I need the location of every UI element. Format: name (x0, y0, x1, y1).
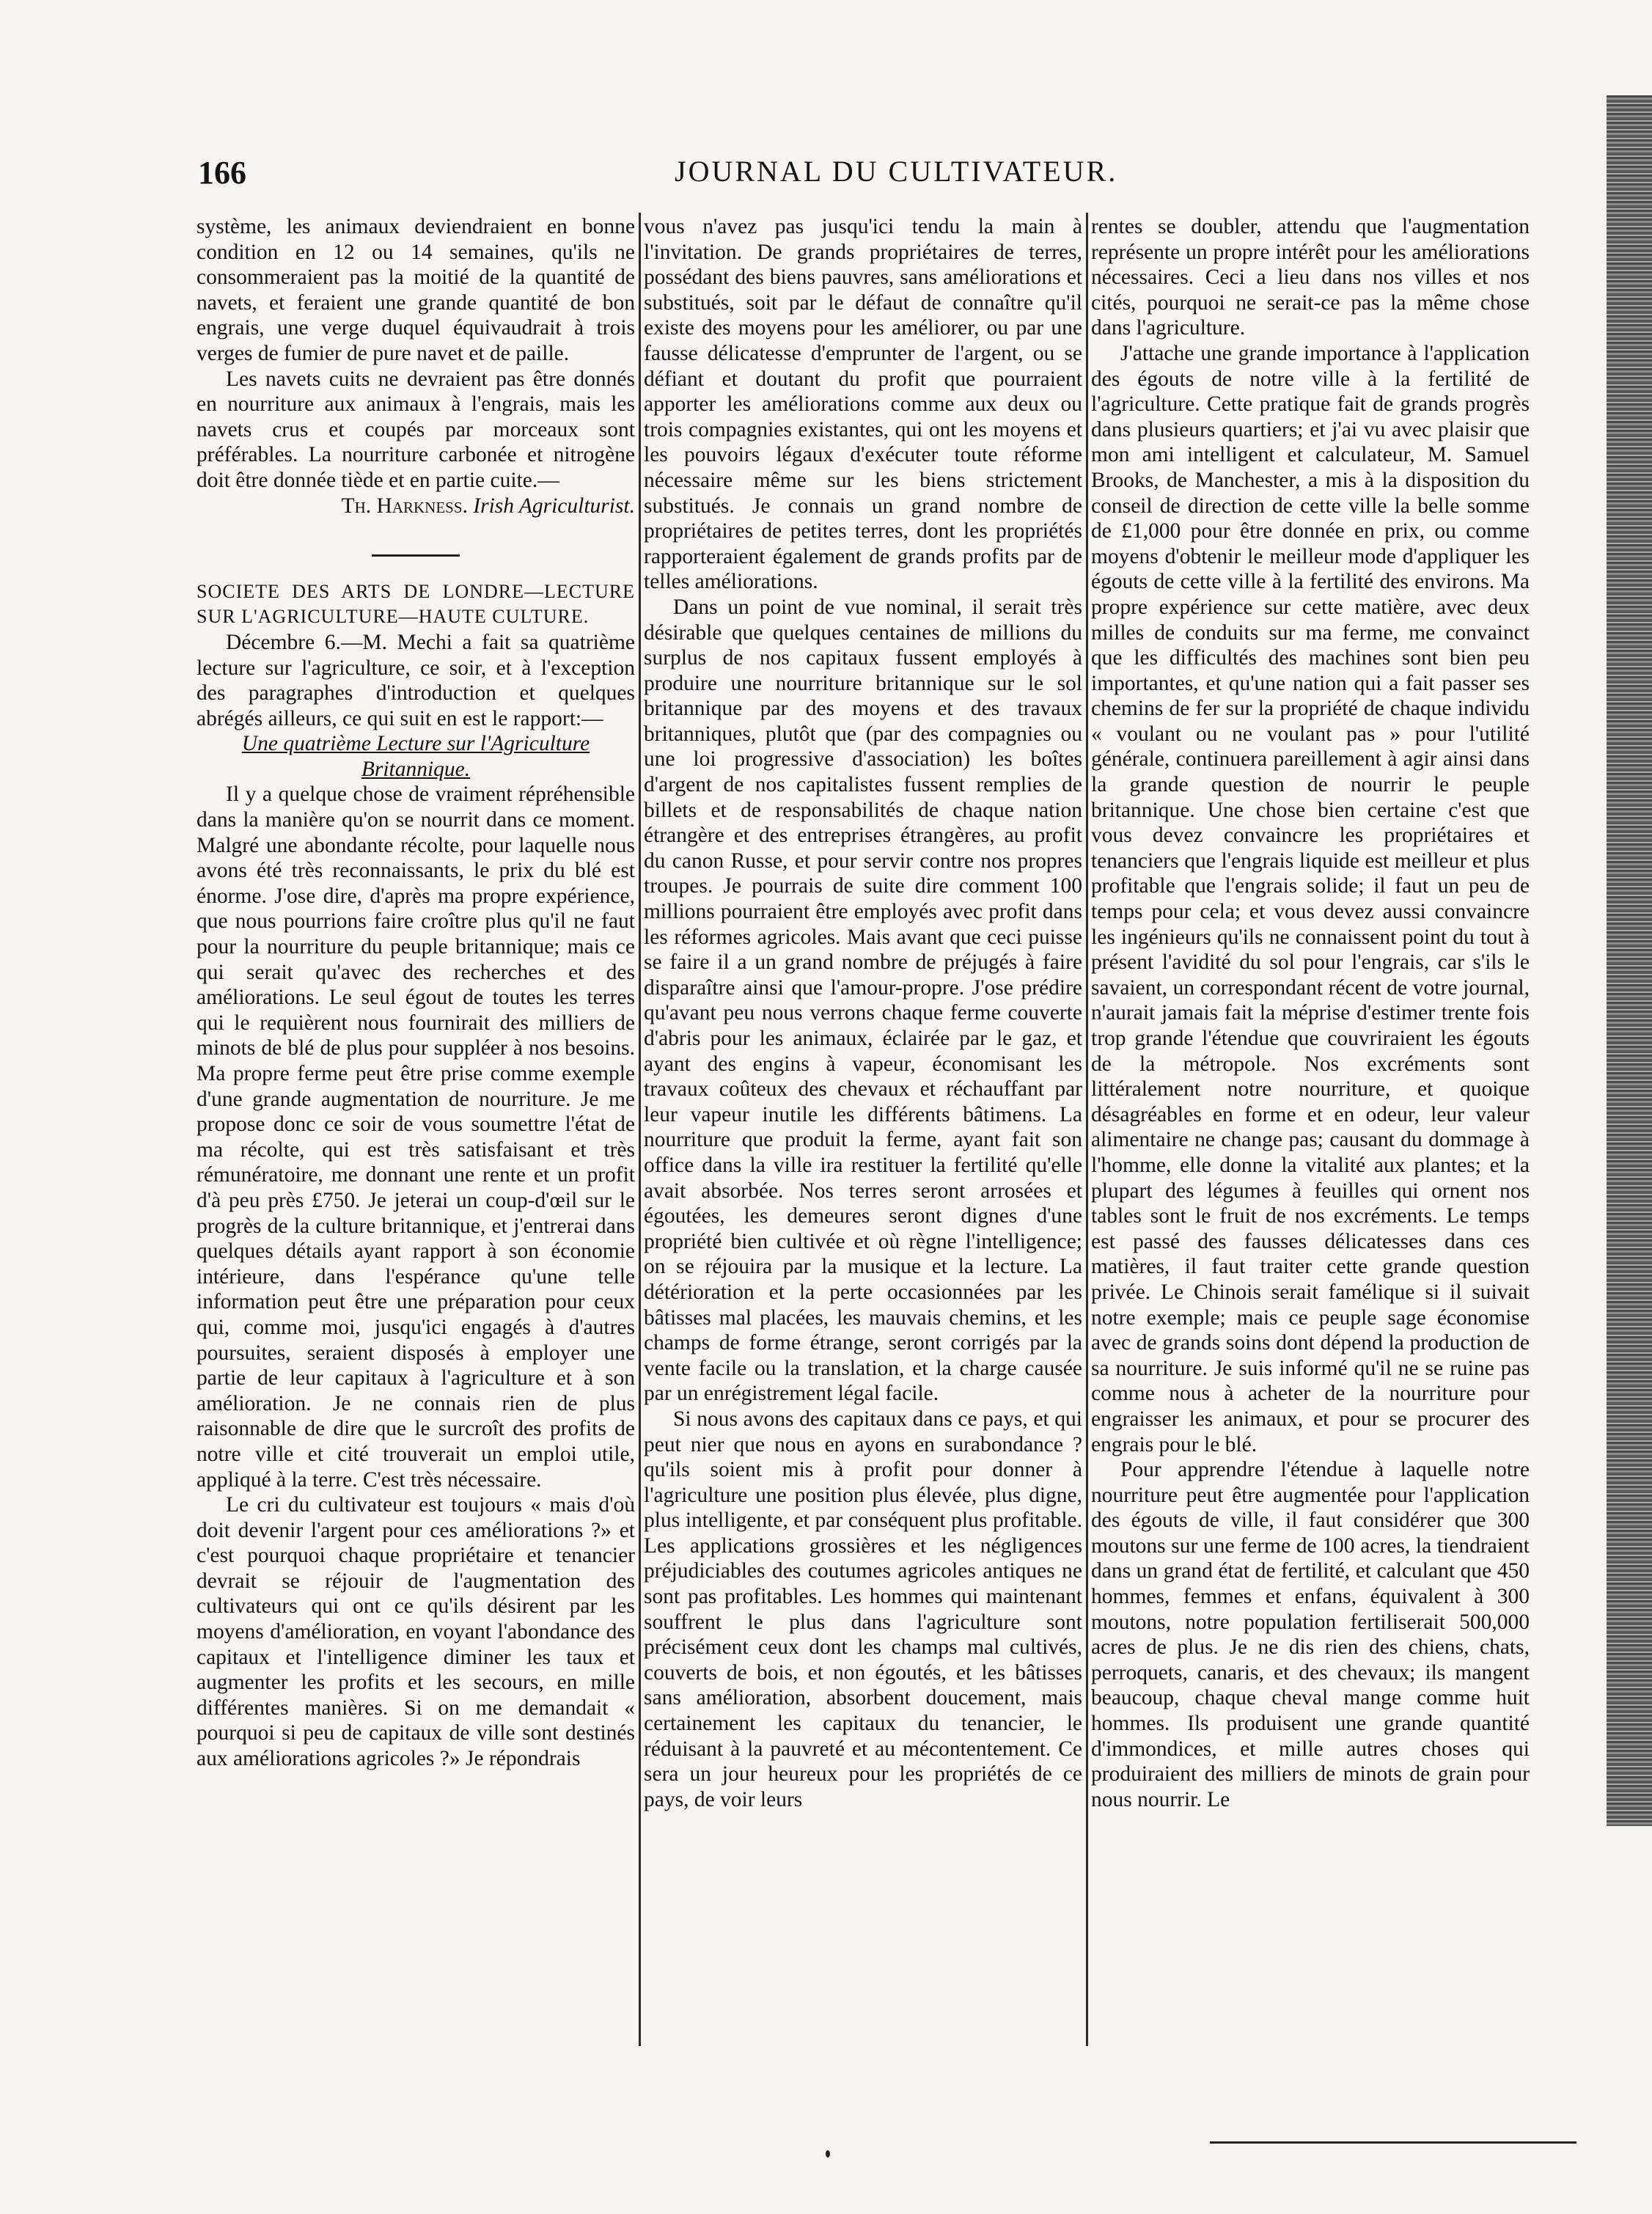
page-number: 166 (198, 155, 246, 191)
paragraph: Pour apprendre l'étendue à laquelle notre nourriture peut être augmentée pour l'application des égouts de ville, il faut considérer que 300 moutons sur une ferme de 100 acres, la tiendraient dans un grand état de fertilité, et calculant que 450 hommes, femmes et enfans, équivalent à 300 moutons, notre population fertiliserait 500,000 acres de plus. Je ne dis rien des chiens, chats, perroquets, canaris, et des chevaux; ils mangent beaucoup, chaque cheval mange comme huit hommes. Ils produisent une grande quantité d'immondices, et mille autres choses qui produiraient des milliers de minots de grain pour nous nourrir. Le (1091, 1458, 1530, 1811)
column-middle (644, 214, 1082, 2062)
paragraph: Il y a quelque chose de vraiment répréhensible dans la manière qu'on se nourrit dans ce moment. Malgré une abondante récolte, pour laquelle nous avons été très reconnaissants, le prix du blé est énorme. J'ose dire, d'après ma propre expérience, que nous pourrions faire croître plus qu'il ne faut pour la nourriture du peuple britannique; mais ce qui serait qu'avec des recherches et des améliorations. Le seul égout de toutes les terres qui le requièrent nous fournirait des milliers de minots de blé de plus pour suppléer à nos besoins. Ma propre ferme peut être prise comme exemple d'une grande augmentation de nourriture. Je me propose donc ce soir de vous soumettre l'état de ma récolte, qui est très satisfaisant et très rémunératoire, me donnant une rente et un profit d'à peu près £750. Je jeterai un coup-d'œil sur le progrès de la culture britannique, et j'entrerai dans quelques détails ayant rapport à son économie intérieure, dans l'espérance qu'une telle information peut être une préparation pour ceux qui, comme moi, jusqu'ici engagés à d'autres poursuites, seraient disposés à employer une partie de leur capitaux à l'agriculture et à son amélioration. Je ne connais rien de plus raisonnable de dire que le surcroît des profits de notre ville et cité trouverait un emploi utile, appliqué à la terre. C'est très nécessaire. (197, 782, 635, 1492)
paragraph: Si nous avons des capitaux dans ce pays, et qui peut nier que nous en ayons en surabondance ? qu'ils soient mis à profit pour donner à l'agriculture une position plus élevée, plus digne, plus intelligente, et par conséquent plus profitable. Les applications grossières et les négligences préjudiciables des coutumes agricoles antiques ne sont pas profitables. Les hommes qui maintenant souffrent le plus dans l'agriculture sont précisément ceux dont les champs mal cultivés, couverts de bois, et non égoutés, et les bâtisses sans amélioration, absorbent doucement, mais certainement les capitaux du tenancier, le réduisant à la pauvreté et au mécontentement. Ce sera un jour heureux pour les propriétés de ce pays, de voir leurs (644, 1407, 1082, 1811)
subheading: Une quatrième Lecture sur l'Agriculture Britannique. (241, 732, 590, 781)
page-header (198, 154, 1576, 198)
column-rule (1086, 213, 1088, 2046)
running-title: JOURNAL DU CULTIVATEUR. (675, 155, 1118, 188)
column-left (197, 214, 635, 2062)
paragraph: Les navets cuits ne devraient pas être donnés en nourriture aux animaux à l'engrais, mais les navets crus et coupés par morceaux sont préférables. La nourriture carbonée et nitrogène doit être donnée tiède et en partie cuite.— (197, 367, 635, 492)
paragraph: rentes se doubler, attendu que l'augmentation représente un propre intérêt pour les améliorations nécessaires. Ceci a lieu dans nos villes et nos cités, pourquoi ne serait-ce pas la même chose dans l'agriculture. (1091, 215, 1530, 340)
column-rule (639, 213, 641, 2046)
signature (197, 494, 635, 519)
page-edge-shadow (1607, 95, 1652, 1826)
paragraph: Décembre 6.—M. Mechi a fait sa quatrième lecture sur l'agriculture, ce soir, et à l'exception des paragraphes d'introduction et quelques abrégés ailleurs, ce qui suit en est le rapport:— (197, 630, 635, 730)
paragraph: vous n'avez pas jusqu'ici tendu la main à l'invitation. De grands propriétaires de terres, possédant des biens pauvres, sans améliorations et substitués, soit par le défaut de connaître qu'il existe des moyens pour les améliorer, ou par une fausse délicatesse d'emprunter de l'argent, ou se défiant et doutant du profit que pourraient apporter les améliorations comme aux deux ou trois compagnies existantes, qui ont les moyens et les pouvoirs légaux d'exécuter toute réforme nécessaire même sur les biens strictement substitués. Je connais un grand nombre de propriétaires de petites terres, dont les propriétés rapporteraient également de grands profits par de telles améliorations. (644, 215, 1082, 594)
paragraph: J'attache une grande importance à l'application des égouts de notre ville à la fertilité de l'agriculture. Cette pratique fait de grands progrès dans plusieurs quartiers; et j'ai vu avec plaisir que mon ami intelligent et calculateur, M. Samuel Brooks, de Manchester, a mis à la disposition du conseil de direction de cette ville la belle somme de £1,000 pour être donnée en prix, ou comme moyens d'obtenir le meilleur mode d'appliquer les égouts de cette ville à la fertilité des environs. Ma propre expérience sur cette matière, avec deux milles de conduits sur ma ferme, me convainct que les difficultés des machines sont bien peu importantes, et qu'une nation qui a fait passer ses chemins de fer sur la propriété de chaque individu « voulant ou ne voulant pas » pour l'utilité générale, continuera pareillement à agir ainsi dans la grande question de nourrir le peuple britannique. Une chose bien certaine c'est que vous devez convaincre les propriétaires et tenanciers que l'engrais liquide est meilleur et plus profitable que l'engrais solide; il faut un peu de temps pour cela; et vous devez aussi convaincre les ingénieurs qu'ils ne connaissent point du tout à présent l'avidité du sol pour l'engrais, car s'ils le savaient, un correspondant récent de votre journal, n'aurait jamais fait la méprise d'estimer trente fois trop grande l'étendue que couvriraient les égouts de la métropole. Nos excréments sont littéralement notre nourriture, et quoique désagréables en forme et en odeur, leur valeur alimentaire ne change pas; causant du dommage à l'homme, elle donne la vitalité aux plantes; et la plupart des légumes à feuilles qui ornent nos tables sont le fruit de nos excréments. Le temps est passé des fausses délicatesses dans ces matières, il faut traiter cette grande question privée. Le Chinois serait famélique si il suivait notre exemple; mais ce peuple sage économise avec de grands soins dont dépend la production de sa nourriture. Je suis informé qu'il ne se ruine pas comme nous à acheter de la nourriture pour engraisser les animaux, et pour se procurer des engrais pour le blé. (1091, 341, 1530, 1456)
section-heading: SOCIETE DES ARTS DE LONDRE—LECTURE SUR L'AGRICULTURE—HAUTE CULTURE. (197, 580, 635, 628)
printer-mark (826, 2150, 830, 2158)
signature-source: Irish Agriculturist. (473, 494, 635, 518)
paragraph: Dans un point de vue nominal, il serait très désirable que quelques centaines de millions du surplus de nos capitaux fussent employés à produire une nourriture britannique sur le sol britannique par des moyens et des travaux britanniques, plutôt que (par des compagnies ou une loi progressive d'association) les boîtes d'argent de nos capitalistes fussent remplies de billets et de responsabilités de chaque nation étrangère et des entreprises étrangères, au profit du canon Russe, et pour servir contre nos propres troupes. Je pourrais de suite dire comment 100 millions pourraient être employés avec profit dans les réformes agricoles. Mais avant que ceci puisse se faire il a un grand nombre de préjugés à faire disparaître ainsi que l'amour-propre. J'ose prédire qu'avant peu nous verrons chaque ferme couverte d'abris pour les animaux, éclairée par le gaz, et ayant des engins à vapeur, économisant les travaux coûteux des chevaux et réchauffant par leur vapeur inutile les différents bâtimens. La nourriture que produit la ferme, ayant fait son office dans la ville ira restituer la fertilité qu'elle avait absorbée. Nos terres seront arrosées et égoutées, les demeures seront dignes d'une propriété bien cultivée et où règne l'intelligence; on se réjouira par la musique et la lecture. La détérioration et la perte occasionnées par les bâtisses mal placées, les mauvais chemins, et les champs de forme étrange, seront corrigés par la vente facile ou la translation, et la charge causée par un enrégistrement légal facile. (644, 595, 1082, 1406)
section-divider (197, 538, 635, 563)
footer-rule (1210, 2141, 1576, 2144)
paragraph: système, les animaux deviendraient en bonne condition en 12 ou 14 semaines, qu'ils ne consommeraient pas la moitié de la quantité de navets, et feraient une grande quantité de bon engrais, une verge duquel équivaudrait à trois verges de fumier de pure navet et de paille. (197, 215, 635, 365)
paragraph: Le cri du cultivateur est toujours « mais d'où doit devenir l'argent pour ces améliorations ?» et c'est pourquoi chaque propriétaire et tenancier devrait se réjouir de l'augmentation des cultivateurs qui ont ce qu'ils désirent par les moyens d'amélioration, en voyant l'abondance des capitaux et l'intelligence diminer les taux et augmenter les profits et les secours, en mille différentes manières. Si on me demandait « pourquoi si peu de capitaux de ville sont destinés aux améliorations agricoles ?» Je répondrais (197, 1493, 635, 1771)
column-right (1091, 214, 1530, 2062)
signature-name: Th. Harkness. (341, 494, 468, 518)
